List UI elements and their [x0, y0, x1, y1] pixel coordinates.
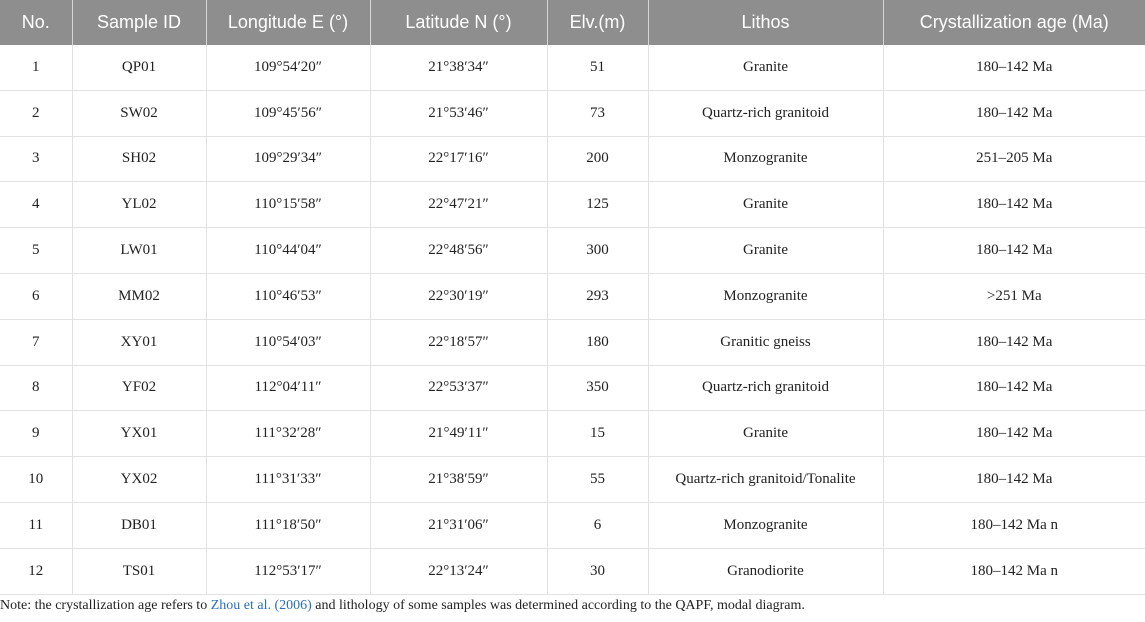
- cell-lithos: Monzogranite: [648, 502, 883, 548]
- cell-sample-id: YX02: [72, 457, 206, 503]
- table-row: [0, 136, 1145, 182]
- cell-latitude: 22°53′37″: [370, 365, 547, 411]
- header-crystallization-age: Crystallization age (Ma): [883, 0, 1145, 45]
- cell-longitude: 112°53′17″: [206, 548, 370, 594]
- header-row: [0, 0, 1145, 45]
- table-note: [0, 598, 1145, 614]
- header-lithos: Lithos: [648, 0, 883, 45]
- cell-longitude: 110°15′58″: [206, 182, 370, 228]
- cell-latitude: 22°48′56″: [370, 228, 547, 274]
- cell-latitude: 21°31′06″: [370, 502, 547, 548]
- cell-sample-id: SW02: [72, 90, 206, 136]
- table-row: [0, 273, 1145, 319]
- cell-no: 10: [0, 457, 72, 503]
- cell-crystallization-age: 180–142 Ma: [883, 457, 1145, 503]
- cell-sample-id: QP01: [72, 45, 206, 90]
- note-prefix: Note: the crystallization age refers to: [0, 598, 211, 613]
- cell-lithos: Quartz-rich granitoid: [648, 365, 883, 411]
- cell-elevation: 73: [547, 90, 648, 136]
- cell-sample-id: TS01: [72, 548, 206, 594]
- cell-latitude: 21°38′59″: [370, 457, 547, 503]
- cell-elevation: 300: [547, 228, 648, 274]
- table-row: [0, 457, 1145, 503]
- cell-crystallization-age: >251 Ma: [883, 273, 1145, 319]
- cell-elevation: 51: [547, 45, 648, 90]
- reference-link[interactable]: Zhou et al. (2006): [210, 598, 312, 613]
- table-row: [0, 182, 1145, 228]
- cell-latitude: 22°30′19″: [370, 273, 547, 319]
- cell-elevation: 200: [547, 136, 648, 182]
- cell-no: 8: [0, 365, 72, 411]
- cell-crystallization-age: 180–142 Ma n: [883, 502, 1145, 548]
- cell-sample-id: MM02: [72, 273, 206, 319]
- cell-lithos: Monzogranite: [648, 273, 883, 319]
- cell-elevation: 350: [547, 365, 648, 411]
- cell-crystallization-age: 180–142 Ma: [883, 182, 1145, 228]
- cell-longitude: 112°04′11″: [206, 365, 370, 411]
- cell-elevation: 30: [547, 548, 648, 594]
- cell-crystallization-age: 180–142 Ma: [883, 319, 1145, 365]
- cell-sample-id: LW01: [72, 228, 206, 274]
- cell-no: 9: [0, 411, 72, 457]
- table-row: [0, 411, 1145, 457]
- header-no: No.: [0, 0, 72, 45]
- cell-longitude: 109°45′56″: [206, 90, 370, 136]
- cell-longitude: 111°32′28″: [206, 411, 370, 457]
- header-latitude: Latitude N (°): [370, 0, 547, 45]
- cell-latitude: 21°53′46″: [370, 90, 547, 136]
- cell-no: 2: [0, 90, 72, 136]
- cell-elevation: 125: [547, 182, 648, 228]
- cell-no: 1: [0, 45, 72, 90]
- cell-longitude: 110°54′03″: [206, 319, 370, 365]
- cell-no: 12: [0, 548, 72, 594]
- cell-lithos: Quartz-rich granitoid/Tonalite: [648, 457, 883, 503]
- cell-lithos: Monzogranite: [648, 136, 883, 182]
- cell-latitude: 22°17′16″: [370, 136, 547, 182]
- cell-lithos: Granodiorite: [648, 548, 883, 594]
- cell-sample-id: YF02: [72, 365, 206, 411]
- cell-elevation: 180: [547, 319, 648, 365]
- cell-lithos: Granite: [648, 45, 883, 90]
- cell-longitude: 110°44′04″: [206, 228, 370, 274]
- cell-no: 11: [0, 502, 72, 548]
- cell-longitude: 109°54′20″: [206, 45, 370, 90]
- cell-no: 7: [0, 319, 72, 365]
- cell-crystallization-age: 180–142 Ma: [883, 45, 1145, 90]
- cell-crystallization-age: 180–142 Ma: [883, 228, 1145, 274]
- table-row: [0, 319, 1145, 365]
- header-sample-id: Sample ID: [72, 0, 206, 45]
- cell-no: 5: [0, 228, 72, 274]
- cell-crystallization-age: 180–142 Ma n: [883, 548, 1145, 594]
- table-body: [0, 45, 1145, 594]
- cell-latitude: 22°13′24″: [370, 548, 547, 594]
- cell-latitude: 21°38′34″: [370, 45, 547, 90]
- note-suffix: and lithology of some samples was determined according to the QAPF, modal diagram.: [311, 598, 805, 613]
- cell-sample-id: XY01: [72, 319, 206, 365]
- cell-lithos: Granite: [648, 182, 883, 228]
- cell-longitude: 110°46′53″: [206, 273, 370, 319]
- cell-elevation: 15: [547, 411, 648, 457]
- cell-longitude: 111°31′33″: [206, 457, 370, 503]
- table-row: [0, 45, 1145, 90]
- table-row: [0, 365, 1145, 411]
- cell-crystallization-age: 180–142 Ma: [883, 90, 1145, 136]
- cell-lithos: Quartz-rich granitoid: [648, 90, 883, 136]
- cell-latitude: 22°18′57″: [370, 319, 547, 365]
- header-longitude: Longitude E (°): [206, 0, 370, 45]
- cell-crystallization-age: 180–142 Ma: [883, 411, 1145, 457]
- cell-no: 6: [0, 273, 72, 319]
- cell-no: 4: [0, 182, 72, 228]
- cell-longitude: 109°29′34″: [206, 136, 370, 182]
- cell-lithos: Granitic gneiss: [648, 319, 883, 365]
- cell-crystallization-age: 251–205 Ma: [883, 136, 1145, 182]
- cell-lithos: Granite: [648, 228, 883, 274]
- cell-sample-id: YL02: [72, 182, 206, 228]
- table-row: [0, 90, 1145, 136]
- cell-sample-id: DB01: [72, 502, 206, 548]
- cell-elevation: 6: [547, 502, 648, 548]
- table-header: [0, 0, 1145, 45]
- cell-latitude: 21°49′11″: [370, 411, 547, 457]
- header-elevation: Elv.(m): [547, 0, 648, 45]
- cell-latitude: 22°47′21″: [370, 182, 547, 228]
- table-row: [0, 228, 1145, 274]
- table-row: [0, 548, 1145, 594]
- cell-sample-id: YX01: [72, 411, 206, 457]
- cell-elevation: 55: [547, 457, 648, 503]
- cell-elevation: 293: [547, 273, 648, 319]
- cell-lithos: Granite: [648, 411, 883, 457]
- table-row: [0, 502, 1145, 548]
- cell-no: 3: [0, 136, 72, 182]
- cell-crystallization-age: 180–142 Ma: [883, 365, 1145, 411]
- cell-longitude: 111°18′50″: [206, 502, 370, 548]
- cell-sample-id: SH02: [72, 136, 206, 182]
